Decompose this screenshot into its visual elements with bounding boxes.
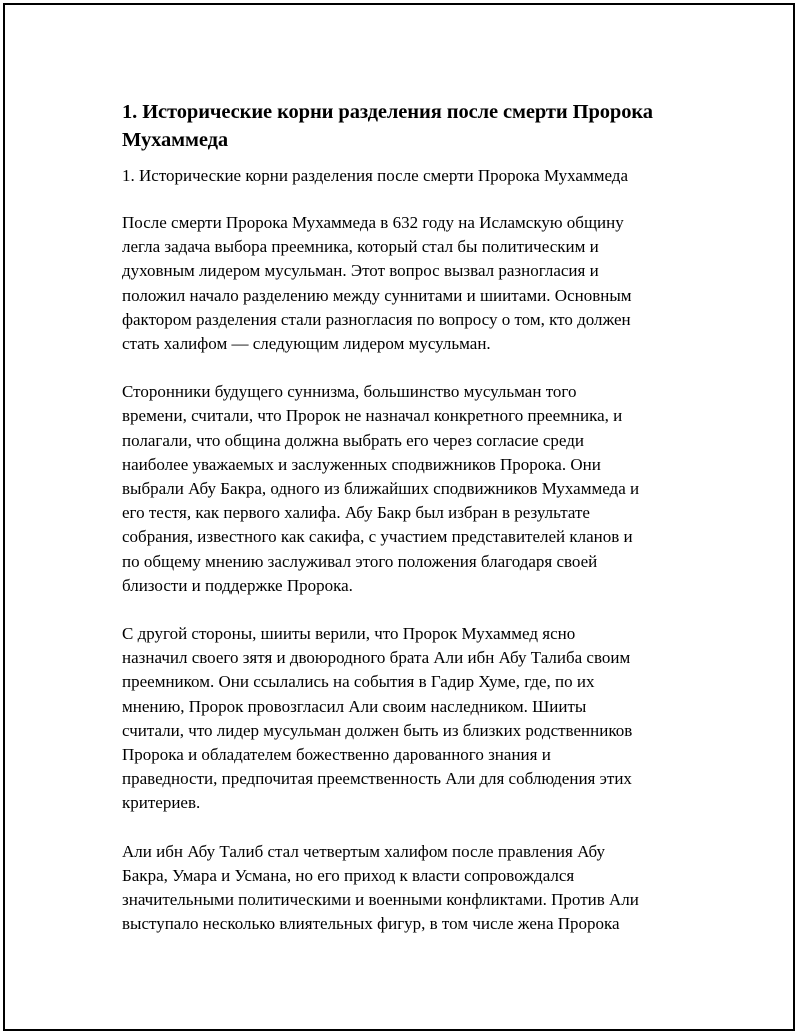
document-body xyxy=(122,98,694,936)
section-subheading: 1. Исторические корни разделения после смерти Пророка Мухаммеда xyxy=(122,166,628,185)
paragraph-line: по общему мнению заслуживал этого положения благодаря своей xyxy=(122,551,598,571)
paragraph-2 xyxy=(122,380,694,598)
paragraph-line: собрания, известного как сакифа, с участием представителей кланов и xyxy=(122,527,633,547)
paragraph-4 xyxy=(122,840,694,937)
paragraph-line: полагали, что община должна выбрать его через согласие среди xyxy=(122,430,584,450)
paragraph-line: Али ибн Абу Талиб стал четвертым халифом после правления Абу xyxy=(122,841,605,861)
paragraph-line: духовным лидером мусульман. Этот вопрос вызвал разногласия и xyxy=(122,261,599,281)
paragraph-line: его тестя, как первого халифа. Абу Бакр был избран в результате xyxy=(122,503,590,523)
paragraph-line: легла задача выбора преемника, который стал бы политическим и xyxy=(122,237,599,257)
paragraph-line: праведности, предпочитая преемственность Али для соблюдения этих xyxy=(122,769,632,789)
paragraph-line: После смерти Пророка Мухаммеда в 632 году на Исламскую общину xyxy=(122,213,624,232)
section-heading: 1. Исторические корни разделения после смерти Пророка Мухаммеда xyxy=(122,101,653,151)
paragraph-line: С другой стороны, шииты верили, что Пророк Мухаммед ясно xyxy=(122,624,576,644)
page-frame xyxy=(3,3,795,1031)
paragraph-1 xyxy=(122,211,694,356)
paragraph-line: Пророка и обладателем божественно дарованного знания и xyxy=(122,745,551,765)
paragraph-line: мнению, Пророк провозгласил Али своим наследником. Шииты xyxy=(122,696,587,716)
paragraph-3 xyxy=(122,622,694,816)
paragraph-line: времени, считали, что Пророк не назначал конкретного преемника, и xyxy=(122,406,623,426)
paragraph-line: выбрали Абу Бакра, одного из ближайших сподвижников Мухаммеда и xyxy=(122,479,640,499)
paragraph-line: близости и поддержке Пророка. xyxy=(122,575,353,595)
paragraph-line: стать халифом — следующим лидером мусульман. xyxy=(122,334,491,354)
paragraph-line: значительными политическими и военными конфликтами. Против Али xyxy=(122,890,639,910)
paragraph-line: фактором разделения стали разногласия по вопросу о том, кто должен xyxy=(122,309,631,329)
paragraph-line: Сторонники будущего суннизма, большинство мусульман того xyxy=(122,382,577,402)
paragraph-line: наиболее уважаемых и заслуженных сподвижников Пророка. Они xyxy=(122,454,601,474)
paragraph-line: Бакра, Умара и Усмана, но его приход к власти сопровождался xyxy=(122,865,575,885)
paragraph-line: выступало несколько влиятельных фигур, в том числе жена Пророка xyxy=(122,914,620,934)
paragraph-line: преемником. Они ссылались на события в Гадир Хуме, где, по их xyxy=(122,672,595,692)
paragraph-line: считали, что лидер мусульман должен быть из близких родственников xyxy=(122,720,633,740)
paragraph-line: назначил своего зятя и двоюродного брата Али ибн Абу Талиба своим xyxy=(122,648,631,668)
paragraph-line: положил начало разделению между суннитами и шиитами. Основным xyxy=(122,285,632,305)
paragraph-line: критериев. xyxy=(122,793,201,813)
